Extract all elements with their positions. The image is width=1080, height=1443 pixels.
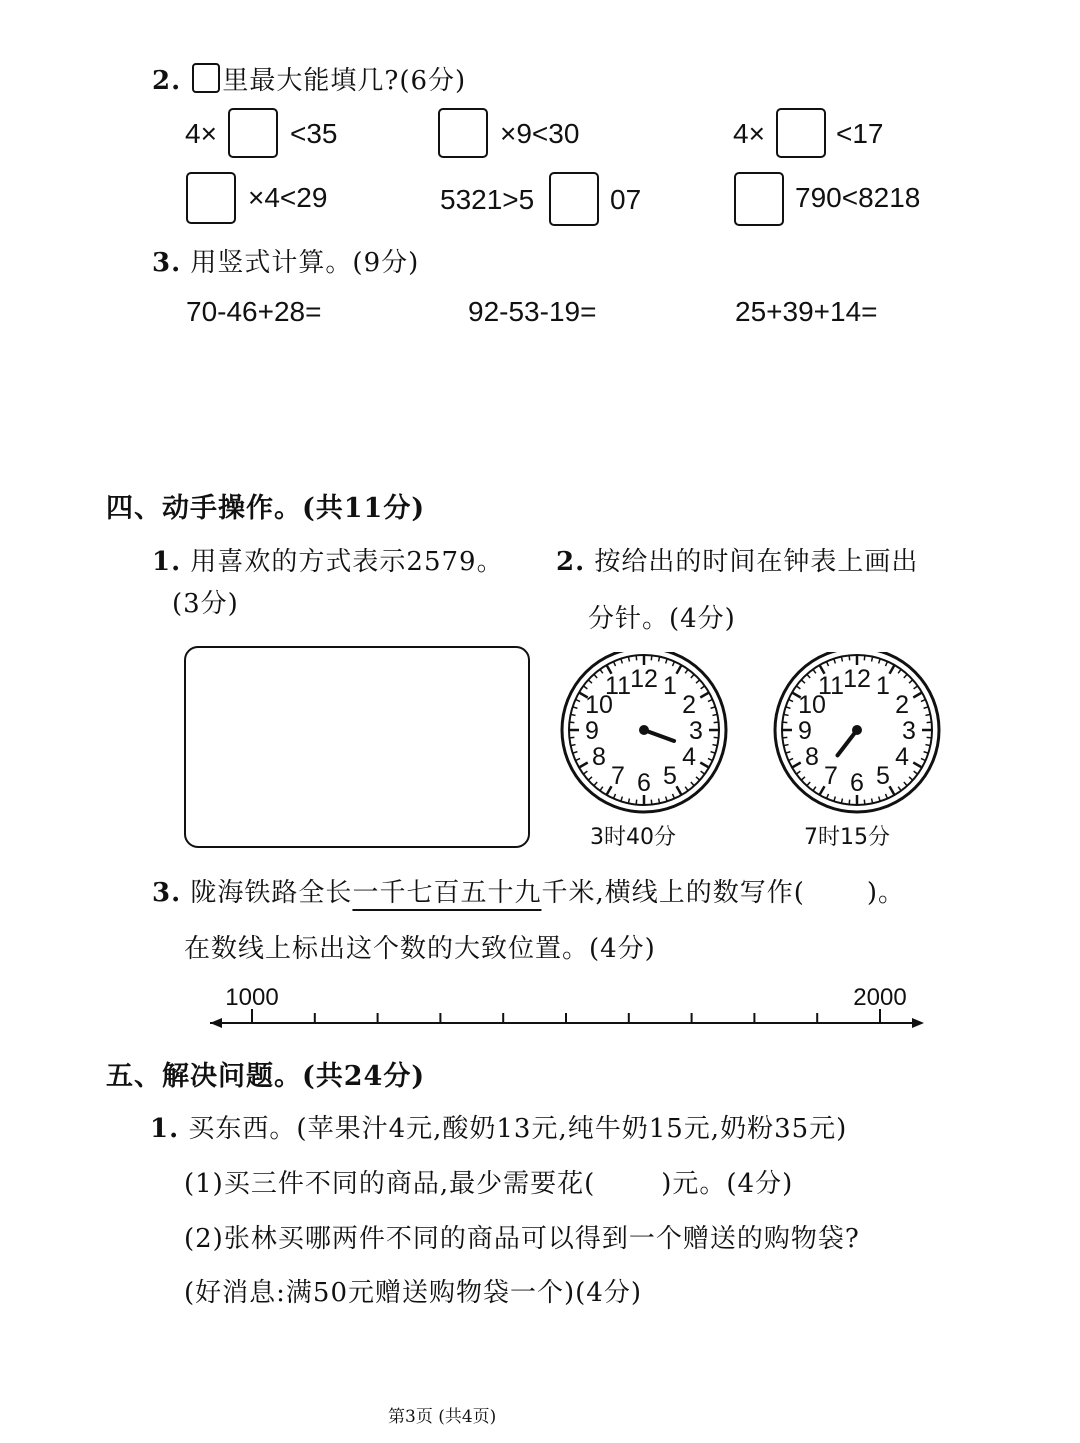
clock-2-number: 6 (850, 769, 864, 797)
clock-2-number: 2 (895, 691, 909, 719)
section5-title: 五、解决问题。(共24分) (106, 1061, 426, 1092)
s4-q1-number: 1. (152, 547, 182, 577)
q3-expr2: 92-53-19= (468, 296, 597, 327)
clock-1-number: 2 (682, 691, 696, 719)
clock-1-number: 4 (682, 743, 696, 771)
clock-1-tick (714, 722, 719, 723)
s4-q1-line1 (152, 541, 504, 578)
q2-item5-post: 07 (610, 184, 642, 215)
section4-title: 四、动手操作。(共11分) (106, 493, 426, 524)
clock-1-number: 7 (611, 762, 625, 791)
q2-item3-pre: 4× (733, 118, 765, 149)
s5-q1-number: 1. (150, 1114, 180, 1144)
clock-1-tick (712, 714, 717, 715)
q2-item1-pre: 4× (185, 118, 217, 149)
clock-2-tick (927, 722, 932, 723)
clock-1-center (639, 725, 649, 735)
s5-q1-sub2-note: (好消息:满50元赠送购物袋一个)(4分) (184, 1278, 642, 1308)
clock-2-number: 7 (824, 762, 838, 791)
clock-2-number: 3 (902, 717, 916, 745)
clock-2-tick (782, 722, 787, 723)
q2-item4-post: ×4<29 (248, 182, 328, 213)
q2-item5-answer-box[interactable] (549, 172, 599, 226)
clock-2-number: 1 (876, 671, 890, 700)
clock-2-number: 4 (895, 743, 909, 771)
s4-q3-post: 千米,横线上的数写作( (541, 878, 805, 908)
s5-q1-sub1 (184, 1163, 793, 1200)
clock-2-tick (925, 745, 930, 746)
clock-2-number: 5 (876, 762, 890, 791)
q3-expr1: 70-46+28= (186, 296, 322, 327)
q2-heading (152, 60, 466, 97)
clock-1-number: 6 (637, 769, 651, 797)
clock-1-tick (714, 737, 719, 738)
clock-2-tick (925, 714, 930, 715)
clock-2-tick (872, 798, 873, 803)
clock-1-tick (651, 800, 652, 805)
s5-q1-sub1-pre: (1)买三件不同的商品,最少需要花( (184, 1169, 596, 1199)
s4-q2-line1 (556, 541, 918, 578)
clock-2-tick (784, 714, 789, 715)
clock-1-number: 3 (689, 717, 703, 745)
q3-heading (152, 242, 419, 279)
clock-2-tick (782, 737, 787, 738)
clock-2-tick (864, 800, 865, 805)
clock-1-number: 11 (605, 671, 631, 700)
s4-q2-line2: 分针。(4分) (588, 604, 736, 634)
q2-item1-answer-box[interactable] (228, 108, 278, 158)
clock-1[interactable] (556, 652, 736, 822)
clock-2[interactable] (770, 652, 950, 822)
s5-q1-sub2: (2)张林买哪两件不同的商品可以得到一个赠送的购物袋? (184, 1224, 860, 1254)
q2-item6-answer-box[interactable] (734, 172, 784, 226)
clock-2-number: 9 (798, 717, 812, 745)
clock-1-number: 8 (592, 743, 606, 771)
number-line[interactable] (200, 975, 940, 1040)
q2-number: 2. (152, 66, 182, 96)
s4-q3-line1 (152, 872, 905, 909)
clock-1-number: 12 (630, 665, 658, 693)
s4-q3-end: )。 (866, 878, 906, 908)
q3-expr3: 25+39+14= (735, 296, 878, 327)
clock-1-tick (571, 714, 576, 715)
q3-number: 3. (152, 248, 182, 278)
number-line-end-label: 2000 (853, 984, 907, 1011)
clock-1-number: 1 (663, 671, 677, 700)
s5-q1-sub1-post: )元。(4分) (661, 1169, 794, 1199)
q2-item4-answer-box[interactable] (186, 172, 236, 224)
s5-q1-line (150, 1108, 847, 1145)
clock-1-tick (659, 798, 660, 803)
s4-q2-text: 按给出的时间在钟表上画出 (594, 547, 919, 577)
number-line-left-arrow-icon (210, 1018, 222, 1028)
q2-item2-answer-box[interactable] (438, 108, 488, 158)
q2-item6-post: 790<8218 (795, 182, 921, 213)
clock-1-caption: 3时40分 (590, 825, 676, 850)
s4-q2-number: 2. (556, 547, 586, 577)
q2-item1-post: <35 (290, 118, 338, 149)
clock-2-tick (841, 798, 842, 803)
clock-1-tick (569, 722, 574, 723)
clock-1-tick (569, 737, 574, 738)
number-line-right-arrow-icon (912, 1018, 924, 1028)
number-line-start-label: 1000 (225, 984, 279, 1011)
q2-item3-post: <17 (836, 118, 884, 149)
clock-2-tick (849, 655, 850, 660)
clock-1-tick (636, 655, 637, 660)
clock-1-tick (712, 745, 717, 746)
clock-1-tick (571, 745, 576, 746)
q2-title: 里最大能填几?(6分) (222, 66, 467, 96)
clock-2-tick (849, 800, 850, 805)
s4-q1-text: 用喜欢的方式表示2579。 (190, 547, 504, 577)
clock-1-number: 9 (585, 717, 599, 745)
drawing-area-box[interactable] (184, 646, 530, 848)
clock-2-tick (864, 655, 865, 660)
clock-2-tick (872, 657, 873, 662)
clock-2-caption: 7时15分 (804, 825, 890, 850)
clock-1-tick (659, 657, 660, 662)
q3-title: 用竖式计算。(9分) (190, 248, 420, 278)
clock-2-number: 10 (798, 691, 826, 719)
q2-item2-post: ×9<30 (500, 118, 580, 149)
s4-q3-line2: 在数线上标出这个数的大致位置。(4分) (184, 934, 656, 964)
clock-1-tick (636, 800, 637, 805)
q2-item3-answer-box[interactable] (776, 108, 826, 158)
s4-q1-line2: (3分) (172, 589, 239, 619)
q2-item5-pre: 5321>5 (440, 184, 535, 215)
s5-q1-text: 买东西。(苹果汁4元,酸奶13元,纯牛奶15元,奶粉35元) (188, 1114, 848, 1144)
s4-q3-underlined: 一千七百五十九 (352, 878, 542, 908)
clock-1-number: 10 (585, 691, 613, 719)
clock-2-tick (784, 745, 789, 746)
clock-2-number: 8 (805, 743, 819, 771)
clock-1-tick (628, 657, 629, 662)
clock-1-number: 5 (663, 762, 677, 791)
clock-2-tick (841, 657, 842, 662)
clock-1-tick (628, 798, 629, 803)
q2-title-box-icon (192, 63, 220, 93)
clock-2-number: 12 (843, 665, 871, 693)
page-footer: 第3页 (共4页) (388, 1407, 497, 1427)
clock-2-number: 11 (818, 671, 844, 700)
s4-q3-number: 3. (152, 878, 182, 908)
clock-2-center (852, 725, 862, 735)
clock-1-tick (651, 655, 652, 660)
s4-q3-pre: 陇海铁路全长 (190, 878, 353, 908)
clock-2-tick (927, 737, 932, 738)
